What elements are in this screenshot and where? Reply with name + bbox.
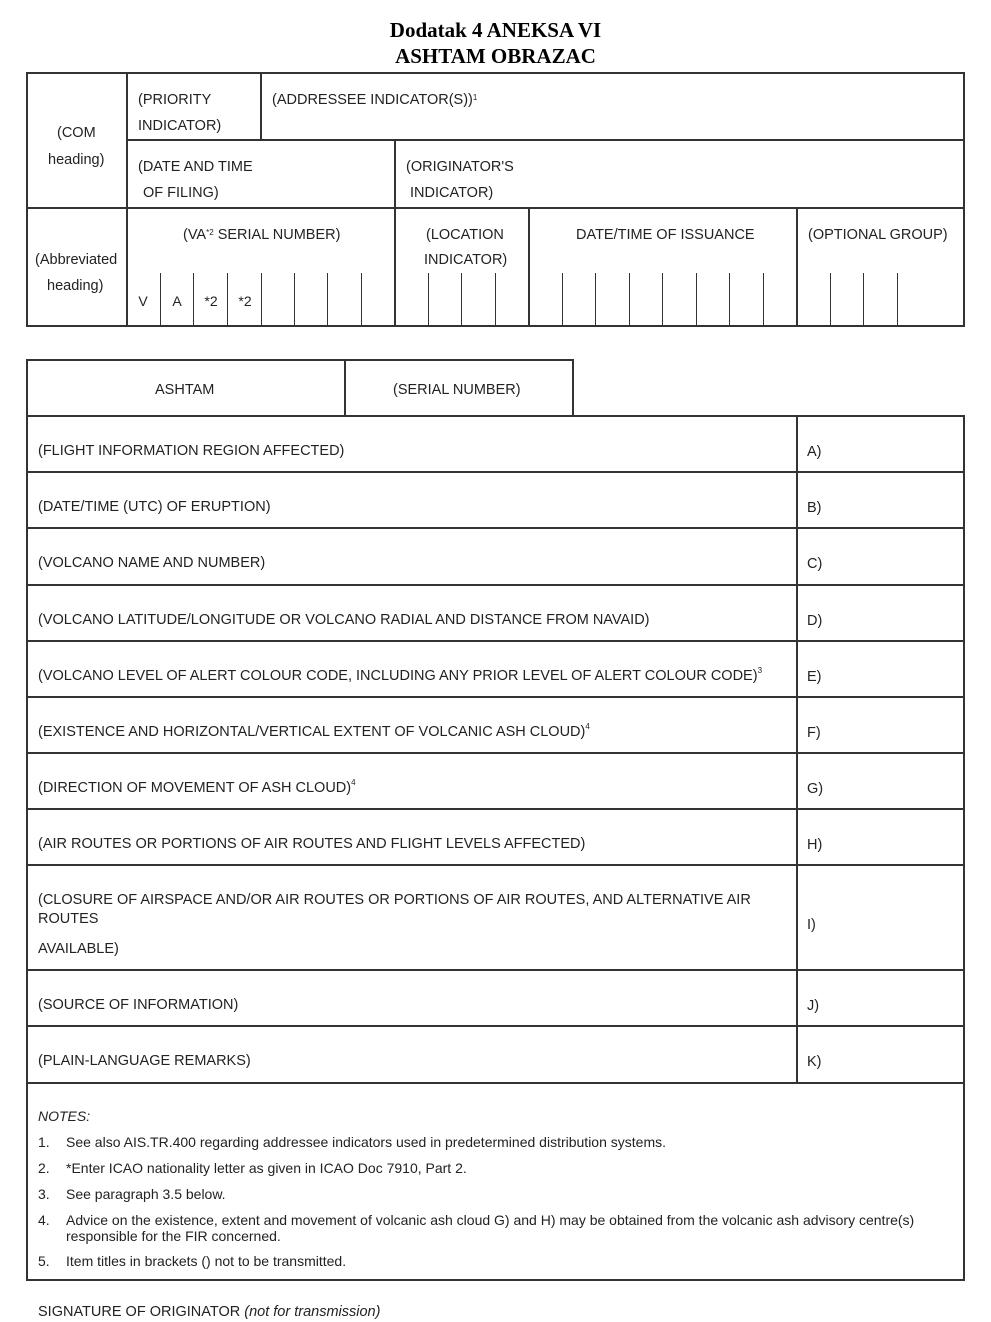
divider <box>26 471 965 473</box>
row-letter-a: A) <box>807 444 822 460</box>
note-item <box>0 1253 991 1273</box>
ashtam-label: ASHTAM <box>155 382 215 398</box>
signature-note: (not for transmission) <box>244 1304 381 1320</box>
cell-divider <box>327 273 328 326</box>
footnote-ref: 4 <box>351 778 356 787</box>
priority-indicator-label: INDICATOR) <box>138 118 222 134</box>
note-number: 4. <box>38 1212 50 1228</box>
divider <box>26 696 965 698</box>
divider <box>26 640 965 642</box>
serial-number-label: (SERIAL NUMBER) <box>393 382 521 398</box>
divider <box>26 1025 965 1027</box>
cell-divider <box>629 273 630 326</box>
note-number: 3. <box>38 1186 50 1202</box>
row-label-routes-affected: (AIR ROUTES OR PORTIONS OF AIR ROUTES AND FLIGHT LEVELS AFFECTED) <box>38 836 586 852</box>
row-letter-k: K) <box>807 1054 822 1070</box>
note-text: See paragraph 3.5 below. <box>66 1186 226 1202</box>
addressee-indicator-label <box>272 87 477 113</box>
divider <box>26 864 965 866</box>
optional-group-label: (OPTIONAL GROUP) <box>808 227 948 243</box>
cell-divider <box>361 273 362 326</box>
divider <box>26 584 965 586</box>
cell-divider <box>696 273 697 326</box>
com-heading-label: (COM <box>57 125 96 141</box>
cell-divider <box>595 273 596 326</box>
serial-prefix: (VA <box>183 227 207 243</box>
divider <box>394 140 396 326</box>
row-letter-h: H) <box>807 837 823 853</box>
divider <box>126 72 128 326</box>
row-label-eruption-time: (DATE/TIME (UTC) OF ERUPTION) <box>38 499 271 515</box>
divider <box>528 207 530 326</box>
form-subtitle: ASHTAM OBRAZAC <box>395 44 596 68</box>
cell-divider <box>562 273 563 326</box>
location-indicator-label: (LOCATION <box>426 227 504 243</box>
cell-divider <box>495 273 496 326</box>
note-item <box>0 1212 991 1246</box>
cell-divider <box>897 273 898 326</box>
note-number: 1. <box>38 1134 50 1150</box>
note-text: See also AIS.TR.400 regarding addressee indicators used in predetermined distribution systems. <box>66 1134 666 1150</box>
note-item <box>0 1160 991 1180</box>
serial-cell-nationality: *2 <box>204 293 218 309</box>
divider <box>26 969 965 971</box>
form-title: Dodatak 4 ANEKSA VI <box>389 18 602 42</box>
divider <box>260 72 262 140</box>
priority-indicator-label: (PRIORITY <box>138 92 212 108</box>
row-label-source: (SOURCE OF INFORMATION) <box>38 997 239 1013</box>
note-text: Item titles in brackets () not to be transmitted. <box>66 1253 347 1269</box>
note-number: 2. <box>38 1160 50 1176</box>
cell-divider <box>294 273 295 326</box>
divider <box>26 1082 965 1084</box>
cell-divider <box>863 273 864 326</box>
divider <box>344 359 346 417</box>
cell-divider <box>729 273 730 326</box>
cell-divider <box>830 273 831 326</box>
cell-divider <box>461 273 462 326</box>
row-label-closure-line1: (CLOSURE OF AIRSPACE AND/OR AIR ROUTES OR PORTIONS OF AIR ROUTES, AND ALTERNATIVE AIR <box>38 892 751 908</box>
row-letter-f: F) <box>807 725 821 741</box>
note-text: *Enter ICAO nationality letter as given in ICAO Doc 7910, Part 2. <box>66 1160 467 1176</box>
note-text: Advice on the existence, extent and movement of volcanic ash cloud G) and H) may be obtained from the volcanic ash advisory centre(s) responsible for the FIR concerned. <box>66 1212 915 1244</box>
divider <box>26 415 965 417</box>
date-time-issuance-label: DATE/TIME OF ISSUANCE <box>576 227 755 243</box>
date-time-filing-label: (DATE AND TIME <box>138 159 253 175</box>
divider <box>26 752 965 754</box>
row-letter-g: G) <box>807 781 824 797</box>
note-item <box>0 1134 991 1154</box>
cell-divider <box>662 273 663 326</box>
divider <box>126 139 964 141</box>
abbreviated-heading-label: (Abbreviated <box>35 252 118 268</box>
row-label-remarks: (PLAIN-LANGUAGE REMARKS) <box>38 1053 251 1069</box>
cell-divider <box>193 273 194 326</box>
va-serial-number-label <box>183 222 340 248</box>
date-time-filing-label: OF FILING) <box>143 185 219 201</box>
row-letter-b: B) <box>807 500 822 516</box>
abbreviated-heading-label: heading) <box>47 278 104 294</box>
serial-cell-v: V <box>138 293 148 309</box>
row-label-closure-line3: AVAILABLE) <box>38 941 119 957</box>
row-label-closure-line2: ROUTES <box>38 911 99 927</box>
footnote-ref: 1 <box>472 93 478 102</box>
row-label-alert-colour-code <box>38 668 762 684</box>
note-number: 5. <box>38 1253 50 1269</box>
footnote-ref: 4 <box>585 722 590 731</box>
location-indicator-label: INDICATOR) <box>424 252 508 268</box>
signature-line <box>38 1304 380 1320</box>
row-text: (DIRECTION OF MOVEMENT OF ASH CLOUD) <box>38 780 352 796</box>
row-letter-c: C) <box>807 556 823 572</box>
cell-divider <box>261 273 262 326</box>
cell-divider <box>763 273 764 326</box>
originator-indicator-label: (ORIGINATOR'S <box>406 159 514 175</box>
row-label-volcano-position: (VOLCANO LATITUDE/LONGITUDE OR VOLCANO RADIAL AND DISTANCE FROM NAVAID) <box>38 612 650 628</box>
divider <box>796 415 798 1083</box>
row-letter-j: J) <box>807 998 820 1014</box>
serial-cell-a: A <box>172 293 182 309</box>
divider <box>26 808 965 810</box>
notes-heading: NOTES: <box>38 1108 91 1124</box>
row-label-ash-cloud-extent <box>38 724 590 740</box>
signature-label: SIGNATURE OF ORIGINATOR <box>38 1304 241 1320</box>
com-heading-label: heading) <box>48 152 105 168</box>
cell-divider <box>428 273 429 326</box>
originator-indicator-label: INDICATOR) <box>410 185 494 201</box>
footnote-ref: 3 <box>757 666 763 675</box>
row-letter-d: D) <box>807 613 823 629</box>
addressee-text: (ADDRESSEE INDICATOR(S)) <box>272 92 473 108</box>
footnote-ref: *2 <box>206 228 214 237</box>
row-letter-e: E) <box>807 669 822 685</box>
row-label-fir-affected: (FLIGHT INFORMATION REGION AFFECTED) <box>38 443 345 459</box>
row-label-ash-cloud-movement <box>38 780 356 796</box>
serial-cell-nationality: *2 <box>238 293 252 309</box>
divider <box>26 527 965 529</box>
row-letter-i: I) <box>807 917 816 933</box>
row-text: (EXISTENCE AND HORIZONTAL/VERTICAL EXTENT OF VOLCANIC ASH CLOUD) <box>38 724 586 740</box>
divider <box>26 207 964 209</box>
row-label-volcano-name: (VOLCANO NAME AND NUMBER) <box>38 555 266 571</box>
serial-suffix: SERIAL NUMBER) <box>213 227 341 243</box>
cell-divider <box>227 273 228 326</box>
divider <box>796 207 798 326</box>
note-item <box>0 1186 991 1206</box>
row-text: (VOLCANO LEVEL OF ALERT COLOUR CODE, INCLUDING ANY PRIOR LEVEL OF ALERT COLOUR CODE) <box>38 668 758 684</box>
